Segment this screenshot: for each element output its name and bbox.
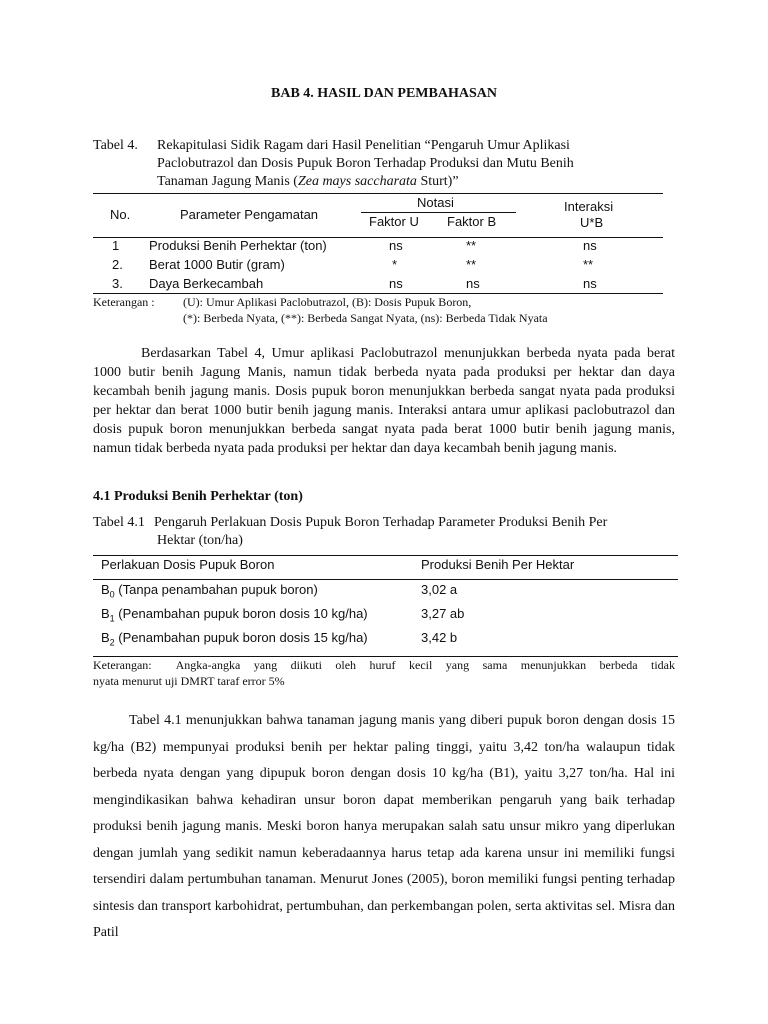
table-row	[93, 257, 663, 276]
table4-caption-line3: Tanaman Jagung Manis (Zea mays saccharata Sturt)”	[157, 174, 459, 189]
table-row	[93, 630, 675, 654]
table-row	[93, 276, 663, 295]
paragraph: Berdasarkan Tabel 4, Umur aplikasi Paclobutrazol menunjukkan berbeda nyata pada berat 1000 butir benih Jagung Manis, namun tidak berbeda nyata pada produksi per hektar dan daya kecambah benih jagung manis. Dosis pupuk boron menunjukkan berbeda sangat nyata pada produksi per hektar dan berat 1000 butir benih jagung manis. Interaksi antara umur aplikasi paclobutrazol dan dosis pupuk boron menunjukkan berbeda sangat nyata pada berat 1000 butir benih jagung manis, namun tidak berbeda nyata pada produksi per hektar dan daya kecambah benih jagung manis.	[93, 346, 675, 456]
cell-production: 3,42 b	[421, 630, 458, 645]
col-header-faktor-u: Faktor U	[369, 214, 419, 229]
note-line: (*): Berbeda Nyata, (**): Berbeda Sangat Nyata, (ns): Berbeda Tidak Nyata	[183, 311, 548, 325]
cell-parameter: Daya Berkecambah	[149, 276, 264, 291]
col-header-interaksi: Interaksi	[564, 199, 614, 214]
note-line: nyata menurut uji DMRT taraf error 5%	[93, 674, 285, 688]
table41-top-rule	[93, 555, 678, 556]
cell-production: 3,02 a	[421, 582, 458, 597]
note-line: (U): Umur Aplikasi Paclobutrazol, (B): Dosis Pupuk Boron,	[183, 295, 472, 309]
cell-no: 2.	[112, 257, 123, 272]
cell-parameter: Produksi Benih Perhektar (ton)	[149, 238, 327, 253]
table-row	[93, 606, 675, 630]
cell-faktor-b: ns	[466, 276, 480, 291]
col-header-production: Produksi Benih Per Hektar	[421, 557, 575, 572]
col-header-treatment: Perlakuan Dosis Pupuk Boron	[101, 557, 275, 572]
table41-caption-line: Hektar (ton/ha)	[157, 533, 243, 548]
table41-caption-line: Pengaruh Perlakuan Dosis Pupuk Boron Terhadap Parameter Produksi Benih Per	[154, 515, 608, 530]
cell-treatment: $B_2$ (Penambahan pupuk boron dosis 15 kg/ha)	[101, 630, 368, 648]
cell-faktor-u: *	[392, 257, 398, 272]
cell-no: 1	[112, 238, 120, 253]
cell-parameter: Berat 1000 Butir (gram)	[149, 257, 285, 272]
note-label: Keterangan :	[93, 295, 155, 309]
cell-interaksi: **	[583, 257, 594, 272]
cell-production: 3,27 ab	[421, 606, 465, 621]
cell-interaksi: ns	[583, 276, 597, 291]
cell-interaksi: ns	[583, 238, 597, 253]
table-row	[93, 582, 675, 606]
table-row	[93, 238, 663, 257]
cell-no: 3.	[112, 276, 123, 291]
table41-header	[93, 557, 675, 581]
col-header-ub: U*B	[580, 215, 604, 230]
table41-note	[93, 657, 675, 689]
paragraph: Tabel 4.1 menunjukkan bahwa tanaman jagung manis yang diberi pupuk boron dengan dosis 15 kg/ha (B2) mempunyai produksi benih per hektar paling tinggi, yaitu 3,42 ton/ha walaupun tidak berbeda nyata dengan yang dipupuk boron dengan dosis 10 kg/ha (B1), yaitu 3,27 ton/ha. Hal ini mengindikasikan bahwa kehadiran unsur boron dapat memberikan pengaruh yang baik terhadap produksi benih jagung manis. Meski boron hanya merupakan salah satu unsur mikro yang diperlukan dengan jumlah yang sedikit namun keberadaannya harus tetap ada karena unsur ini memiliki fungsi tersendiri dalam pertumbuhan tanaman. Menurut Jones (2005), boron memiliki fungsi penting terhadap sintesis dan transport karbohidrat, pertumbuhan, dan perkembangan polen, serta aktivitas sel. Misra dan Patil	[93, 713, 675, 940]
cell-treatment: $B_0$ (Tanpa penambahan pupuk boron)	[101, 582, 318, 600]
section-heading: 4.1 Produksi Benih Perhektar (ton)	[93, 489, 303, 504]
table4-caption-number: Tabel 4.	[93, 138, 138, 153]
cell-faktor-b: **	[466, 238, 477, 253]
table41-caption	[93, 514, 675, 550]
chapter-title: BAB 4. HASIL DAN PEMBAHASAN	[271, 86, 497, 101]
table4-caption	[93, 137, 675, 191]
col-header-parameter: Parameter Pengamatan	[180, 207, 319, 222]
col-header-faktor-b: Faktor B	[447, 214, 497, 229]
col-header-notasi: Notasi	[417, 195, 454, 210]
col-header-no: No.	[110, 207, 131, 222]
cell-treatment: $B_1$ (Penambahan pupuk boron dosis 10 kg/ha)	[101, 606, 368, 624]
cell-faktor-u: ns	[389, 276, 403, 291]
table41-caption-number: Tabel 4.1	[93, 515, 145, 530]
table4-caption-line: Paclobutrazol dan Dosis Pupuk Boron Terhadap Produksi dan Mutu Benih	[157, 156, 574, 171]
note-line: Angka-angka yang diikuti oleh huruf kecil yang sama menunjukkan berbeda tidak	[175, 658, 675, 672]
note-label: Keterangan:	[93, 658, 152, 672]
table4-caption-line: Rekapitulasi Sidik Ragam dari Hasil Penelitian “Pengaruh Umur Aplikasi	[157, 138, 570, 153]
cell-faktor-u: ns	[389, 238, 403, 253]
table4-header	[93, 193, 663, 237]
cell-faktor-b: **	[466, 257, 477, 272]
